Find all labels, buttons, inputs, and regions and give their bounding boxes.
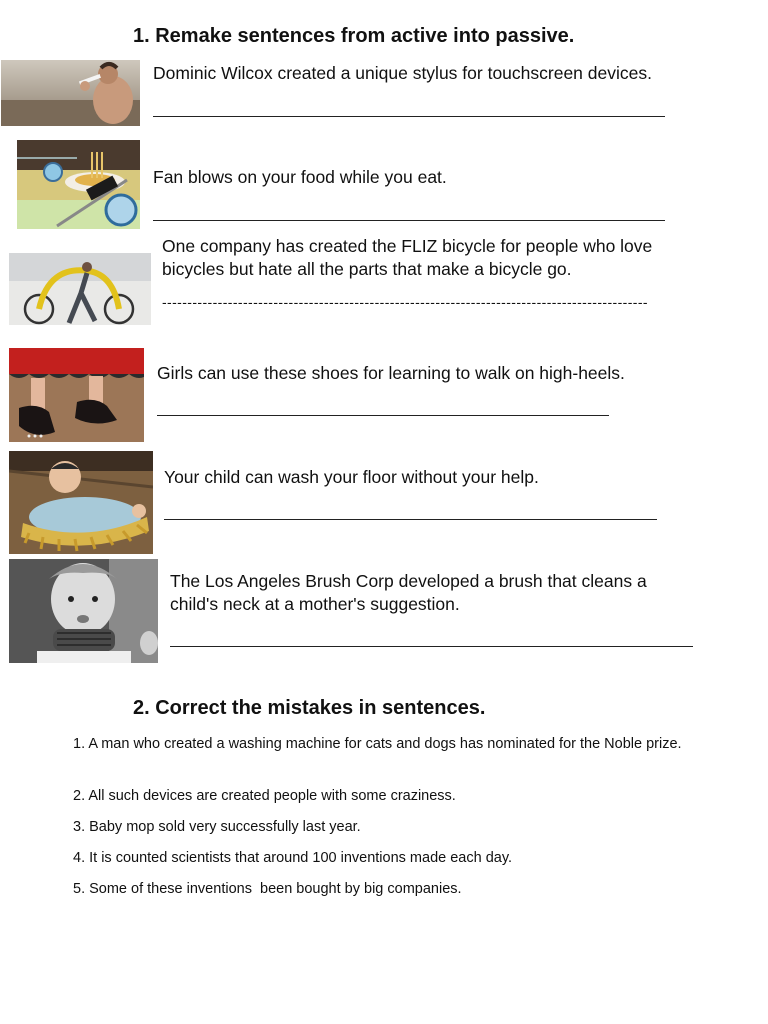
item-2-sentence: Fan blows on your food while you eat. (153, 167, 447, 187)
item-5-sentence: Your child can wash your floor without your help. (164, 467, 539, 487)
baby-mop-photo (9, 451, 153, 554)
section-1-title: 1. Remake sentences from active into passive. (133, 25, 575, 47)
fork-fan-photo (17, 140, 140, 229)
item-5-answer-line[interactable] (164, 519, 657, 520)
training-high-heels-photo (9, 348, 144, 442)
item-3-sentence: One company has created the FLIZ bicycle for people who love bicycles but hate all the parts that make a bicycle go. (162, 236, 653, 279)
mistake-sentence-3: 3. Baby mop sold very successfully last year. (73, 819, 361, 835)
item-4-sentence: Girls can use these shoes for learning to walk on high-heels. (157, 363, 625, 383)
item-1-sentence: Dominic Wilcox created a unique stylus for touchscreen devices. (153, 63, 652, 83)
item-3-answer-line[interactable]: ------------------------------------------------------------------------------------------------ (162, 294, 648, 310)
fliz-bicycle-photo (9, 253, 151, 325)
item-6-sentence: The Los Angeles Brush Corp developed a brush that cleans a child's neck at a mother's suggestion. (170, 571, 647, 614)
man-with-stylus-photo (1, 60, 140, 126)
mistake-sentence-4: 4. It is counted scientists that around 100 inventions made each day. (73, 850, 513, 866)
section-2-title: 2. Correct the mistakes in sentences. (133, 697, 486, 719)
mistake-sentence-1: 1. A man who created a washing machine for cats and dogs has nominated for the Noble prize. (73, 736, 682, 752)
item-1-answer-line[interactable] (153, 116, 665, 117)
mistake-sentence-2: 2. All such devices are created people with some craziness. (73, 788, 456, 804)
item-4-answer-line[interactable] (157, 415, 609, 416)
neck-brush-child-photo (9, 559, 158, 663)
item-6-answer-line[interactable] (170, 646, 693, 647)
mistake-sentence-5: 5. Some of these inventions been bought by big companies. (73, 881, 462, 897)
item-2-answer-line[interactable] (153, 220, 665, 221)
